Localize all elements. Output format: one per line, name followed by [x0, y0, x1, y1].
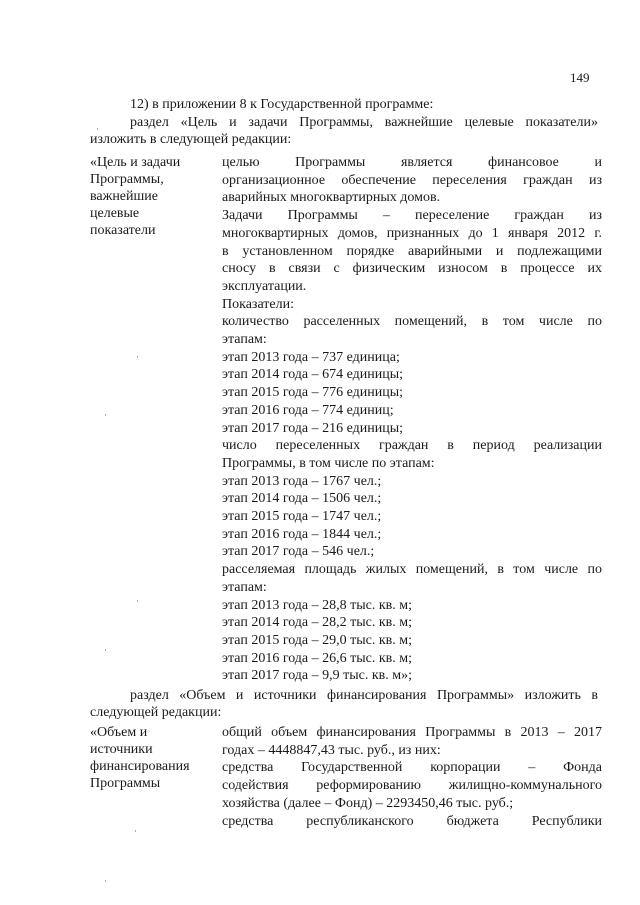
- section2-intro: раздел «Объем и источники финансирования Программы» изложить в следующей редакции:: [90, 688, 598, 720]
- content-line: общий объем финансирования Программы в 2013 – 2017: [222, 725, 602, 740]
- content-line: хозяйства (далее – Фонд) – 2293450,46 тыс. руб.;: [222, 795, 514, 811]
- label-line: Программы: [90, 776, 161, 791]
- financing-table-content-cell: [218, 724, 602, 830]
- margin-mark: ·: [96, 124, 99, 134]
- margin-mark: ·: [136, 596, 139, 606]
- content-line: этап 2016 года – 1844 чел.;: [222, 526, 382, 542]
- section1-intro: раздел «Цель и задачи Программы, важнейшие целевые показатели» изложить в следующей редакции:: [90, 115, 598, 147]
- label-line: финансирования: [90, 759, 190, 774]
- content-line: этап 2016 года – 774 единиц;: [222, 402, 394, 418]
- content-line: этап 2014 года – 1506 чел.;: [222, 491, 382, 507]
- content-line: этап 2015 года – 776 единицы;: [222, 385, 404, 401]
- content-line: этап 2017 года – 9,9 тыс. кв. м»;: [222, 668, 413, 684]
- label-line: показатели: [90, 223, 156, 238]
- content-line: этап 2017 года – 546 чел.;: [222, 544, 375, 560]
- content-line: количество расселенных помещений, в том числе по: [222, 314, 602, 330]
- margin-mark: ·: [136, 352, 139, 362]
- content-line: этап 2013 года – 737 единица;: [222, 349, 400, 365]
- financing-table: [90, 724, 600, 830]
- content-line: этап 2015 года – 29,0 тыс. кв. м;: [222, 632, 413, 648]
- content-line: этап 2014 года – 28,2 тыс. кв. м;: [222, 615, 413, 631]
- margin-mark: ·: [104, 410, 107, 420]
- label-line: «Цель и задачи: [90, 155, 181, 170]
- margin-mark: ·: [104, 645, 107, 655]
- content-line: сносу в связи с физическим износом в процессе их: [222, 261, 602, 277]
- page-number: 149: [570, 70, 590, 85]
- label-line: Программы,: [90, 172, 164, 187]
- label-line: целевые: [90, 206, 140, 221]
- item-12-heading: 12) в приложении 8 к Государственной программе:: [130, 97, 434, 112]
- content-line: число переселенных граждан в период реализации: [222, 438, 602, 454]
- goals-table: [90, 154, 600, 685]
- content-line: этап 2015 года – 1747 чел.;: [222, 509, 382, 525]
- content-line: Задачи Программы – переселение граждан из: [222, 208, 602, 224]
- content-line: этап 2016 года – 26,6 тыс. кв. м;: [222, 650, 413, 666]
- content-line: Показатели:: [222, 296, 294, 312]
- financing-table-label-cell: [90, 724, 218, 830]
- content-line: этап 2014 года – 674 единицы;: [222, 367, 404, 383]
- content-line: многоквартирных домов, признанных до 1 января 2012 г.: [222, 225, 602, 241]
- content-line: организационное обеспечение переселения граждан из: [222, 172, 602, 188]
- margin-mark: ·: [134, 826, 137, 836]
- content-line: этапам:: [222, 579, 267, 595]
- label-line: «Объем и: [90, 725, 148, 740]
- content-line: Программы, в том числе по этапам:: [222, 455, 435, 471]
- content-line: расселяемая площадь жилых помещений, в том числе по: [222, 562, 602, 578]
- content-line: содействия реформированию жилищно-коммунального: [222, 778, 602, 794]
- content-line: этапам:: [222, 332, 267, 348]
- content-line: средства Государственной корпорации – Фонда: [222, 760, 602, 776]
- content-line: этап 2013 года – 28,8 тыс. кв. м;: [222, 597, 413, 613]
- content-line: этап 2017 года – 216 единицы;: [222, 420, 404, 436]
- label-line: важнейшие: [90, 189, 158, 204]
- content-line: аварийных многоквартирных домов.: [222, 190, 441, 206]
- content-line: средства республиканского бюджета Республики: [222, 813, 602, 829]
- goals-table-label-cell: [90, 154, 218, 685]
- content-line: целью Программы является финансовое и: [222, 155, 602, 170]
- goals-table-content-cell: [218, 154, 602, 685]
- content-line: эксплуатации.: [222, 278, 307, 294]
- content-line: этап 2013 года – 1767 чел.;: [222, 473, 382, 489]
- content-line: в установленном порядке аварийными и подлежащими: [222, 243, 602, 259]
- content-line: годах – 4448847,43 тыс. руб., из них:: [222, 742, 441, 758]
- margin-mark: ·: [104, 876, 107, 886]
- label-line: источники: [90, 742, 153, 757]
